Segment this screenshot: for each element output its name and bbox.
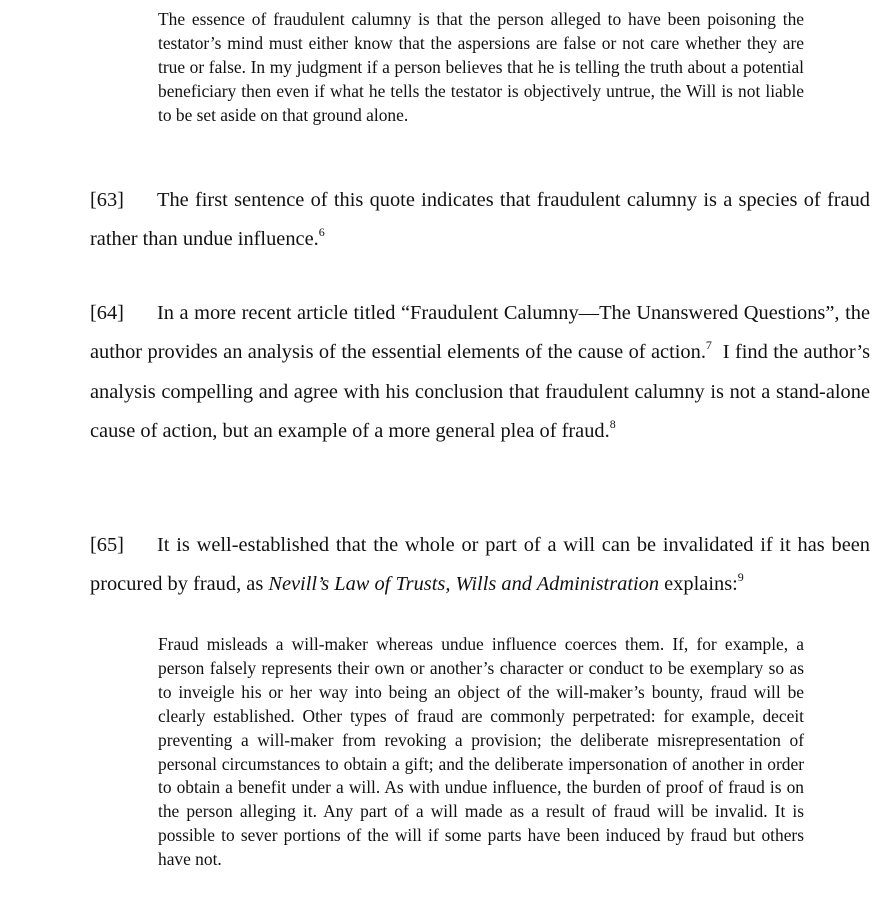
block-quote-calumny: [158, 8, 804, 128]
paragraph-63: [90, 181, 870, 260]
paragraph-65: [90, 526, 870, 605]
quote-text: The essence of fraudulent calumny is that the person alleged to have been poisoning the testator’s mind must either know that the aspersions are false or not care whether they are true or false. In my judgment if a person believes that he is telling the truth about a potential beneficiary then even if what he tells the testator is objectively untrue, the Will is not liable to be set aside on that ground alone.: [158, 9, 804, 125]
paragraph-64: [90, 294, 876, 451]
quote-text: Fraud misleads a will-maker whereas undue influence coerces them. If, for example, a person falsely represents their own or another’s character or conduct to be exemplary so as to inveigle his or her way into being an object of the will-maker’s bounty, fraud will be clearly established. Other types of fraud are commonly perpetrated: for example, deceit preventing a will-maker from revoking a provision; the deliberate misrepresentation of personal circumstances to obtain a gift; and the deliberate impersonation of another in order to obtain a benefit under a will. As with undue influence, the burden of proof of fraud is on the person alleging it. Any part of a will made as a result of fraud will be invalid. It is possible to sever portions of the will if some parts have been induced by fraud but others have not.: [158, 634, 804, 870]
paragraph-text-continued: explains:: [659, 573, 738, 596]
footnote-reference-6[interactable]: 6: [318, 225, 325, 240]
book-title: Nevill’s Law of Trusts, Wills and Administration: [268, 573, 660, 596]
paragraph-text-continued: I find the author’s analysis compelling and agree with his conclusion that fraudulent calumny is not a stand-alone cause of action, but an example of a more general plea of fraud.: [90, 341, 876, 442]
paragraph-number: [63]: [90, 189, 124, 211]
paragraph-number: [64]: [90, 302, 124, 324]
footnote-reference-9[interactable]: 9: [737, 570, 744, 585]
paragraph-text: The first sentence of this quote indicates that fraudulent calumny is a species of fraud rather than undue influence.: [90, 189, 870, 251]
footnote-reference-8[interactable]: 8: [609, 416, 616, 431]
footnote-reference-7[interactable]: 7: [705, 338, 712, 353]
block-quote-nevill: [158, 633, 804, 872]
paragraph-text: It is well-established that the whole or part of a will can be invalidated if it has been procured by fraud, as: [90, 534, 870, 596]
paragraph-number: [65]: [90, 534, 124, 556]
paragraph-text: In a more recent article titled “Fraudulent Calumny—The Unanswered Questions”, the author provides an analysis of the essential elements of the cause of action.: [90, 302, 870, 364]
